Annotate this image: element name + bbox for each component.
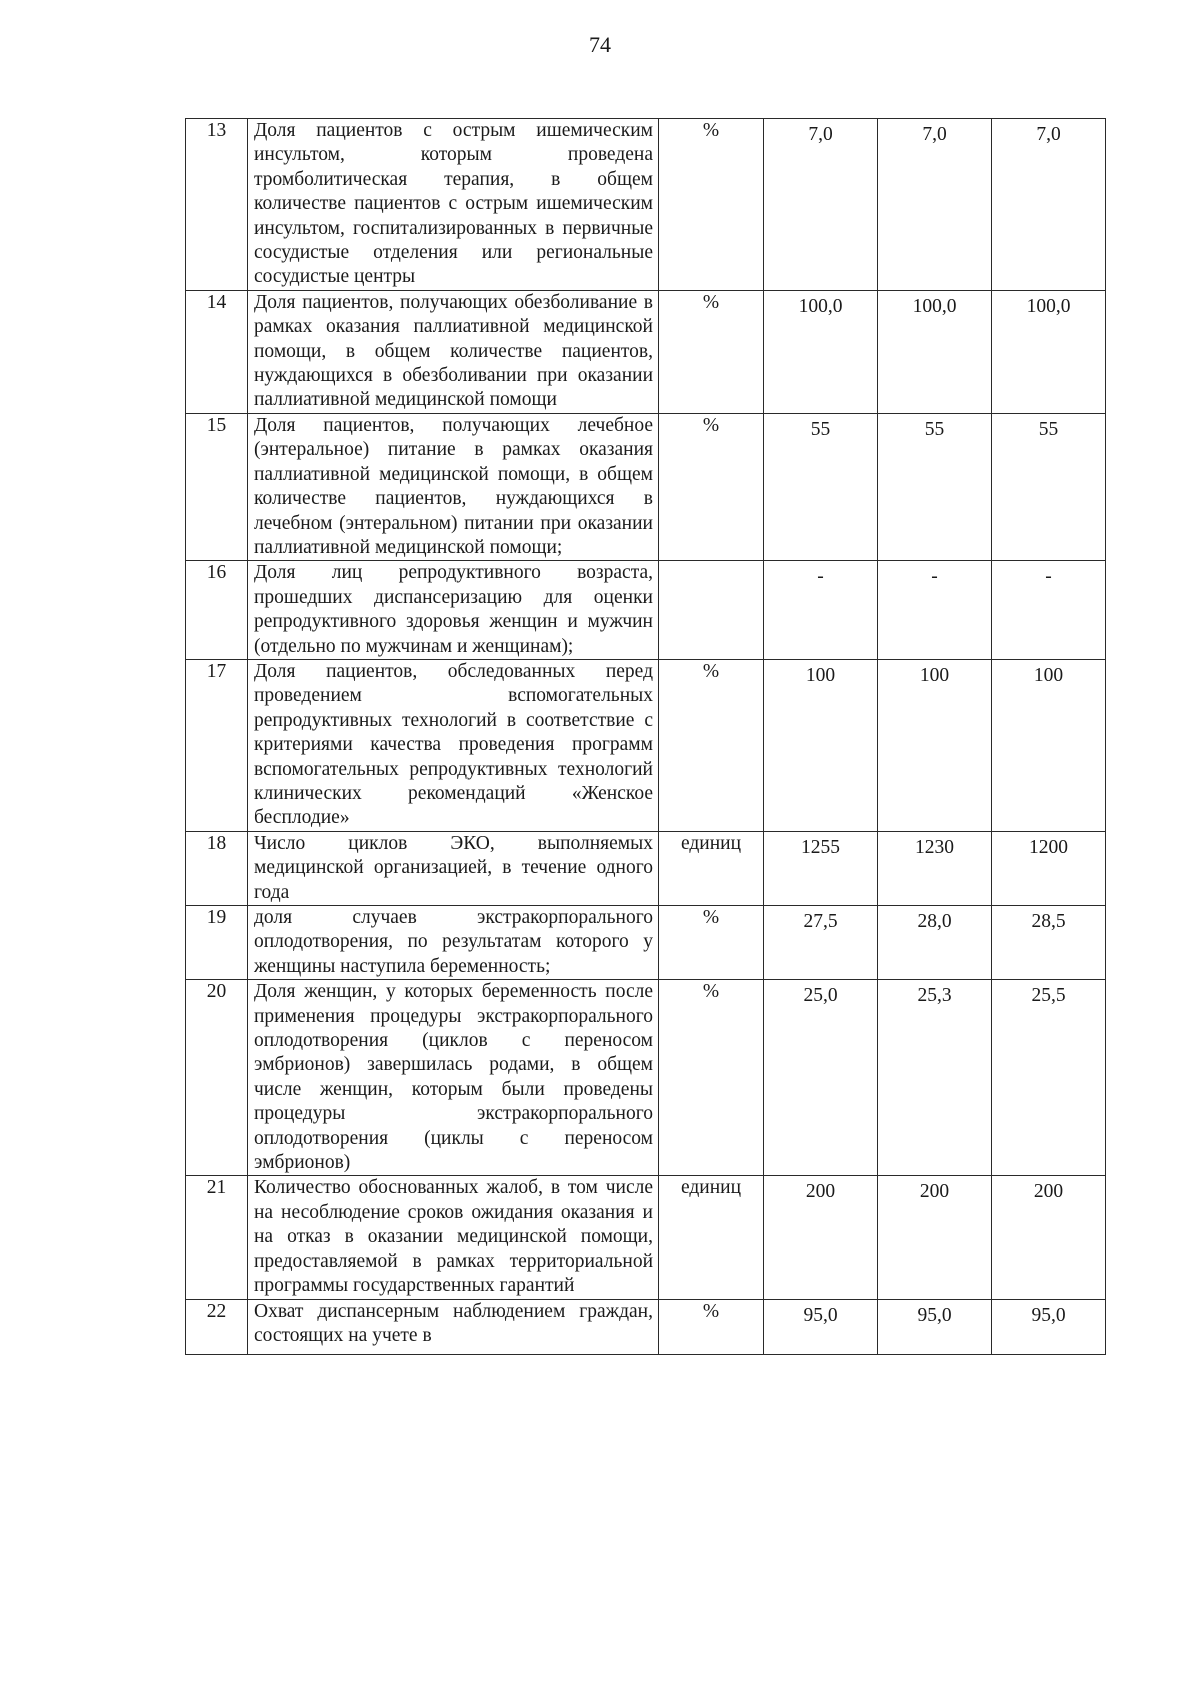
indicator-description: Доля пациентов, получающих лечебное (энтеральное) питание в рамках оказания паллиативной медицинской помощи, в общем количестве пациентов, нуждающихся в лечебном (энтеральном) питании при оказании паллиативной медицинской помощи; (248, 413, 659, 560)
row-number: 22 (186, 1299, 248, 1354)
table-row (186, 290, 1106, 413)
value-year-1: 55 (764, 413, 878, 560)
value-year-2: 1230 (878, 831, 992, 905)
indicator-description: Доля пациентов с острым ишемическим инсультом, которым проведена тромболитическая терапия, в общем количестве пациентов с острым ишемическим инсультом, госпитализированных в первичные сосудистые отделения или региональные сосудистые центры (248, 119, 659, 291)
table-row (186, 906, 1106, 980)
value-year-1: 27,5 (764, 906, 878, 980)
indicator-description: доля случаев экстракорпорального оплодотворения, по результатам которого у женщины наступила беременность; (248, 906, 659, 980)
value-year-2: 95,0 (878, 1299, 992, 1354)
unit-cell: % (659, 980, 764, 1176)
row-number: 13 (186, 119, 248, 291)
indicator-description: Доля женщин, у которых беременность после применения процедуры экстракорпорального оплодотворения (циклов с переносом эмбрионов) завершилась родами, в общем числе женщин, которым были проведены процедуры экстракорпорального оплодотворения (циклы с переносом эмбрионов) (248, 980, 659, 1176)
unit-cell: % (659, 906, 764, 980)
value-year-3: - (992, 561, 1106, 660)
row-number: 16 (186, 561, 248, 660)
row-number: 15 (186, 413, 248, 560)
value-year-1: 95,0 (764, 1299, 878, 1354)
value-year-2: 100,0 (878, 290, 992, 413)
unit-cell: % (659, 290, 764, 413)
row-number: 18 (186, 831, 248, 905)
table-row (186, 1299, 1106, 1354)
indicator-description: Число циклов ЭКО, выполняемых медицинской организацией, в течение одного года (248, 831, 659, 905)
table-row (186, 561, 1106, 660)
value-year-1: 1255 (764, 831, 878, 905)
value-year-3: 55 (992, 413, 1106, 560)
unit-cell (659, 561, 764, 660)
indicators-table (185, 118, 1106, 1355)
unit-cell: % (659, 119, 764, 291)
indicator-description: Доля лиц репродуктивного возраста, прошедших диспансеризацию для оценки репродуктивного здоровья женщин и мужчин (отдельно по мужчинам и женщинам); (248, 561, 659, 660)
table-row (186, 831, 1106, 905)
value-year-3: 200 (992, 1176, 1106, 1299)
row-number: 14 (186, 290, 248, 413)
indicator-description: Доля пациентов, обследованных перед проведением вспомогательных репродуктивных технологий в соответствие с критериями качества проведения программ вспомогательных репродуктивных технологий клинических рекомендаций «Женское бесплодие» (248, 659, 659, 831)
value-year-3: 100 (992, 659, 1106, 831)
value-year-2: - (878, 561, 992, 660)
unit-cell: % (659, 659, 764, 831)
value-year-2: 28,0 (878, 906, 992, 980)
value-year-1: - (764, 561, 878, 660)
value-year-3: 7,0 (992, 119, 1106, 291)
row-number: 21 (186, 1176, 248, 1299)
unit-cell: % (659, 1299, 764, 1354)
table-row (186, 659, 1106, 831)
value-year-1: 100 (764, 659, 878, 831)
value-year-1: 7,0 (764, 119, 878, 291)
indicator-description: Количество обоснованных жалоб, в том числе на несоблюдение сроков ожидания оказания и на отказ в оказании медицинской помощи, предоставляемой в рамках территориальной программы государственных гарантий (248, 1176, 659, 1299)
indicator-description: Охват диспансерным наблюдением граждан, состоящих на учете в (248, 1299, 659, 1354)
table-row (186, 119, 1106, 291)
unit-cell: % (659, 413, 764, 560)
value-year-3: 25,5 (992, 980, 1106, 1176)
value-year-2: 7,0 (878, 119, 992, 291)
value-year-3: 1200 (992, 831, 1106, 905)
value-year-1: 200 (764, 1176, 878, 1299)
page-number: 74 (589, 32, 611, 57)
row-number: 20 (186, 980, 248, 1176)
unit-cell: единиц (659, 1176, 764, 1299)
value-year-3: 95,0 (992, 1299, 1106, 1354)
table-row (186, 1176, 1106, 1299)
value-year-2: 25,3 (878, 980, 992, 1176)
value-year-3: 28,5 (992, 906, 1106, 980)
indicator-description: Доля пациентов, получающих обезболивание в рамках оказания паллиативной медицинской помощи, в общем количестве пациентов, нуждающихся в обезболивании при оказании паллиативной медицинской помощи (248, 290, 659, 413)
unit-cell: единиц (659, 831, 764, 905)
row-number: 17 (186, 659, 248, 831)
value-year-3: 100,0 (992, 290, 1106, 413)
value-year-2: 100 (878, 659, 992, 831)
value-year-1: 25,0 (764, 980, 878, 1176)
value-year-1: 100,0 (764, 290, 878, 413)
value-year-2: 55 (878, 413, 992, 560)
value-year-2: 200 (878, 1176, 992, 1299)
table-row (186, 413, 1106, 560)
table-row (186, 980, 1106, 1176)
row-number: 19 (186, 906, 248, 980)
